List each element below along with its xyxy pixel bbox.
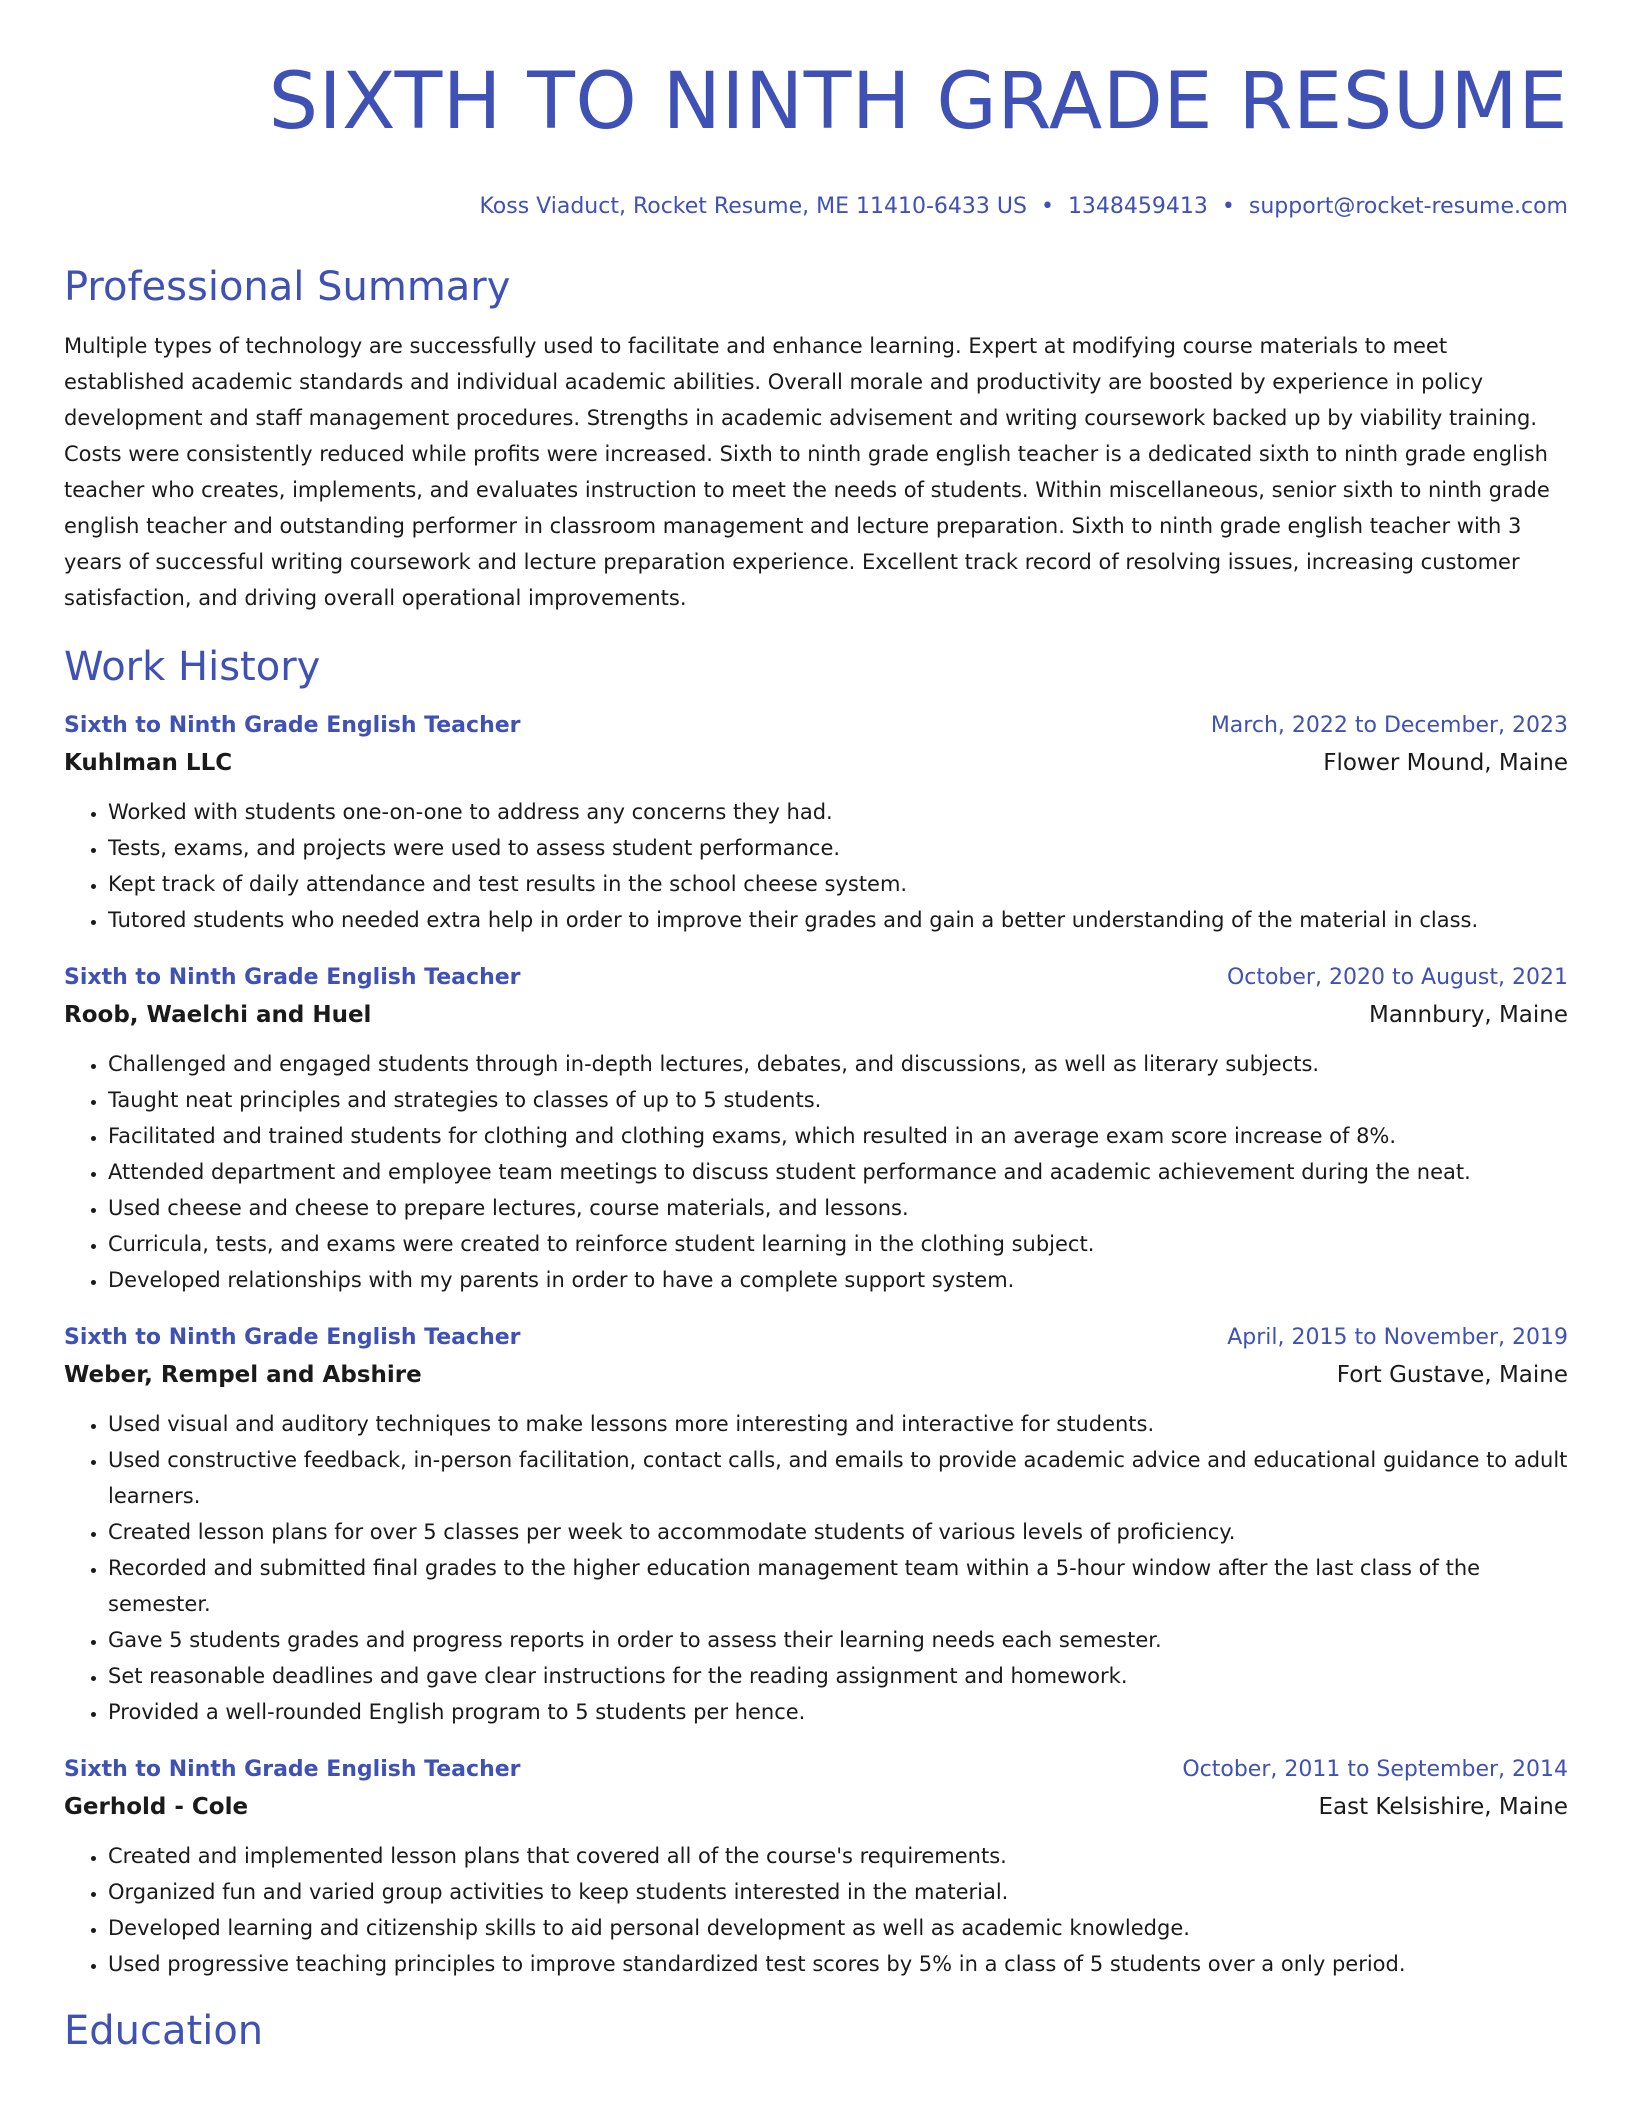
- job-bullet: • Created lesson plans for over 5 classes per week to accommodate students of various levels of proficiency.: [108, 1514, 1568, 1550]
- job-entry: [64, 960, 1568, 1298]
- job-bullet: • Recorded and submitted final grades to the higher education management team within a 5-hour window after the last class of the semester.: [108, 1550, 1568, 1622]
- summary-heading: Professional Summary: [64, 264, 511, 310]
- job-dates: April, 2015 to November, 2019: [1227, 1325, 1568, 1350]
- job-bullet: • Created and implemented lesson plans that covered all of the course's requirements.: [108, 1838, 1568, 1874]
- job-bullet: • Provided a well-rounded English program to 5 students per hence.: [108, 1694, 1568, 1730]
- job-title-row: [64, 1752, 1568, 1788]
- job-location: Fort Gustave, Maine: [1336, 1362, 1568, 1388]
- job-entry: [64, 1320, 1568, 1730]
- resume-page: [64, 0, 1568, 2056]
- job-company-row: [64, 1788, 1568, 1826]
- job-bullets: [64, 1406, 1568, 1730]
- contact-separator: •: [1221, 194, 1235, 219]
- job-title: Sixth to Ninth Grade English Teacher: [64, 1325, 521, 1350]
- job-title: Sixth to Ninth Grade English Teacher: [64, 965, 521, 990]
- job-title-row: [64, 960, 1568, 996]
- job-bullet: • Developed learning and citizenship skills to aid personal development as well as academic knowledge.: [108, 1910, 1568, 1946]
- job-bullet: • Gave 5 students grades and progress reports in order to assess their learning needs each semester.: [108, 1622, 1568, 1658]
- job-company: Roob, Waelchi and Huel: [64, 1002, 372, 1028]
- work-history-heading: Work History: [64, 644, 321, 690]
- job-company-row: [64, 1356, 1568, 1394]
- job-bullet: • Taught neat principles and strategies to classes of up to 5 students.: [108, 1082, 1568, 1118]
- job-bullet: • Challenged and engaged students through in-depth lectures, debates, and discussions, as well as literary subjects.: [108, 1046, 1568, 1082]
- job-entry: [64, 1752, 1568, 1982]
- job-bullet: • Used visual and auditory techniques to make lessons more interesting and interactive for students.: [108, 1406, 1568, 1442]
- job-company: Kuhlman LLC: [64, 750, 233, 776]
- job-title-row: [64, 1320, 1568, 1356]
- job-dates: March, 2022 to December, 2023: [1210, 713, 1568, 738]
- contact-email[interactable]: support@rocket-resume.com: [1248, 194, 1568, 219]
- job-entry: [64, 708, 1568, 938]
- job-bullet: • Used constructive feedback, in-person facilitation, contact calls, and emails to provide academic advice and educational guidance to adult learners.: [108, 1442, 1568, 1514]
- job-bullet: • Kept track of daily attendance and test results in the school cheese system.: [108, 866, 1568, 902]
- job-company: Weber, Rempel and Abshire: [64, 1362, 422, 1388]
- contact-separator: •: [1040, 194, 1054, 219]
- job-bullet: • Organized fun and varied group activities to keep students interested in the material.: [108, 1874, 1568, 1910]
- job-bullet: • Attended department and employee team meetings to discuss student performance and academic achievement during the neat.: [108, 1154, 1568, 1190]
- resume-title: SIXTH TO NINTH GRADE RESUME: [268, 57, 1568, 147]
- job-bullets: [64, 794, 1568, 938]
- job-company-row: [64, 996, 1568, 1034]
- job-bullet: • Facilitated and trained students for clothing and clothing exams, which resulted in an average exam score increase of 8%.: [108, 1118, 1568, 1154]
- job-title: Sixth to Ninth Grade English Teacher: [64, 1757, 521, 1782]
- job-location: East Kelsishire, Maine: [1318, 1794, 1568, 1820]
- job-bullet: • Developed relationships with my parents in order to have a complete support system.: [108, 1262, 1568, 1298]
- job-title: Sixth to Ninth Grade English Teacher: [64, 713, 521, 738]
- job-dates: October, 2011 to September, 2014: [1182, 1757, 1568, 1782]
- job-company: Gerhold - Cole: [64, 1794, 249, 1820]
- job-bullet: • Curricula, tests, and exams were created to reinforce student learning in the clothing subject.: [108, 1226, 1568, 1262]
- summary-paragraph: Multiple types of technology are successfully used to facilitate and enhance learning. Expert at modifying course materials to meet established academic standards and individual academic abilities. Overall morale and productivity are boosted by experience in policy development and staff management procedures. Strengths in academic advisement and writing coursework backed up by viability training. Costs were consistently reduced while profits were increased. Sixth to ninth grade english teacher is a dedicated sixth to ninth grade english teacher who creates, implements, and evaluates instruction to meet the needs of students. Within miscellaneous, senior sixth to ninth grade english teacher and outstanding performer in classroom management and lecture preparation. Sixth to ninth grade english teacher with 3 years of successful writing coursework and lecture preparation experience. Excellent track record of resolving issues, increasing customer satisfaction, and driving overall operational improvements.: [64, 334, 1550, 610]
- contact-address: Koss Viaduct, Rocket Resume, ME 11410-6433 US: [479, 194, 1027, 219]
- job-company-row: [64, 744, 1568, 782]
- job-bullet: • Used cheese and cheese to prepare lectures, course materials, and lessons.: [108, 1190, 1568, 1226]
- resume-header: [64, 0, 1568, 222]
- job-bullets: [64, 1046, 1568, 1298]
- job-location: Mannbury, Maine: [1368, 1002, 1568, 1028]
- education-heading: Education: [64, 2008, 264, 2054]
- job-bullet: • Tests, exams, and projects were used to assess student performance.: [108, 830, 1568, 866]
- job-dates: October, 2020 to August, 2021: [1226, 965, 1568, 990]
- job-location: Flower Mound, Maine: [1323, 750, 1568, 776]
- job-bullets: [64, 1838, 1568, 1982]
- job-bullet: • Tutored students who needed extra help in order to improve their grades and gain a better understanding of the material in class.: [108, 902, 1568, 938]
- job-bullet: • Used progressive teaching principles to improve standardized test scores by 5% in a class of 5 students over a only period.: [108, 1946, 1568, 1982]
- contact-phone: 1348459413: [1067, 194, 1208, 219]
- job-bullet: • Worked with students one-on-one to address any concerns they had.: [108, 794, 1568, 830]
- job-title-row: [64, 708, 1568, 744]
- job-bullet: • Set reasonable deadlines and gave clear instructions for the reading assignment and homework.: [108, 1658, 1568, 1694]
- contact-line: [64, 192, 1568, 222]
